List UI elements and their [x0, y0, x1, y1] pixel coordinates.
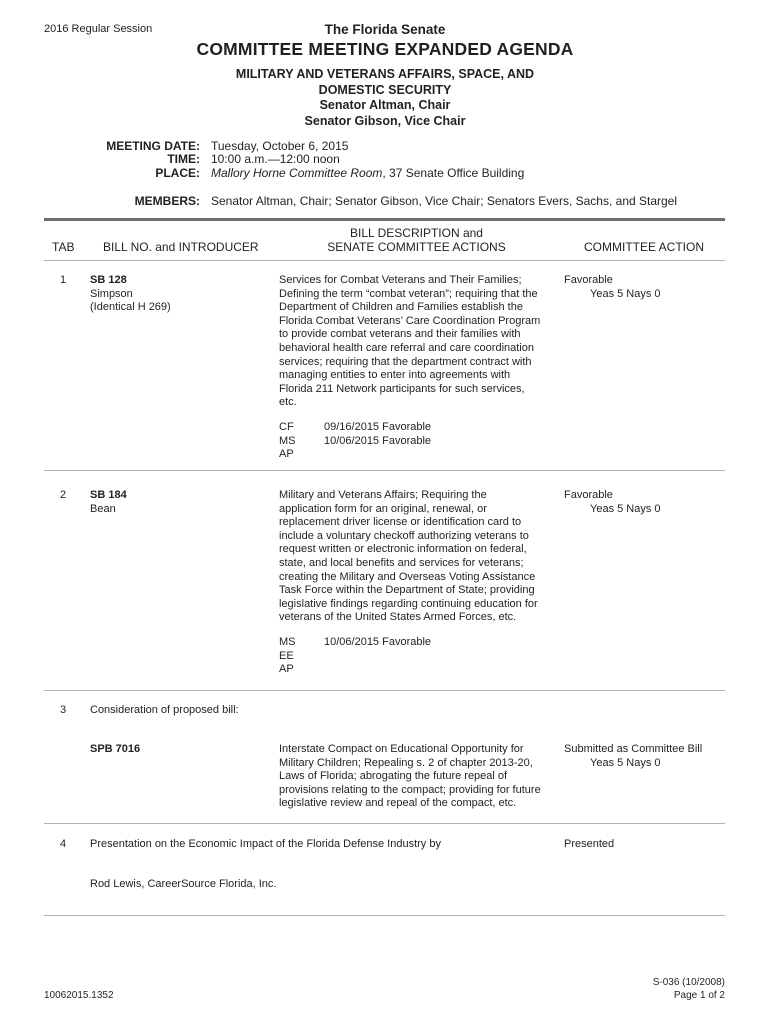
action-result: Favorable: [564, 489, 613, 501]
bill-number[interactable]: SPB 7016: [90, 743, 141, 755]
column-description-line1: BILL DESCRIPTION and: [350, 226, 483, 240]
reference-action: 10/06/2015 Favorable: [324, 636, 432, 648]
reference-code: CF: [279, 421, 294, 433]
description-line: Laws of Florida; abrogating the future repeal of: [279, 770, 508, 783]
reference-row: [279, 448, 431, 462]
page-title: COMMITTEE MEETING EXPANDED AGENDA: [196, 39, 574, 59]
description-line: Interstate Compact on Educational Opportunity for: [279, 743, 524, 755]
description-line: to provide combat veterans and their families with: [279, 328, 521, 341]
description-line: veterans of the United States Armed Forces, etc.: [279, 611, 517, 624]
reference-row: [279, 435, 431, 449]
item-tab-number: 1: [60, 274, 67, 286]
row-divider: [44, 915, 725, 916]
committee-references: [279, 636, 431, 677]
item-tab-number: 4: [60, 838, 67, 850]
reference-row: [279, 663, 431, 677]
description-line: Florida 211 Network participants for such services,: [279, 382, 525, 395]
reference-row: [279, 421, 431, 435]
form-number: S-036 (10/2008): [652, 977, 725, 988]
reference-code: EE: [279, 649, 294, 662]
page-number: Page 1 of 2: [673, 989, 725, 1001]
column-bill: BILL NO. and INTRODUCER: [103, 240, 259, 254]
description-line: Defining the term “combat veteran”; requiring that the: [279, 287, 538, 300]
description-line: request written or electronic information on federal,: [279, 543, 527, 556]
description-line: Florida Combat Veterans’ Care Coordination Program: [279, 314, 541, 327]
presentation-title: Presentation on the Economic Impact of the Florida Defense Industry by: [90, 838, 441, 850]
description-line: etc.: [279, 396, 297, 409]
bill-identical: (Identical H 269): [90, 301, 171, 314]
meeting-date-label: MEETING DATE:: [106, 139, 200, 153]
reference-action: 09/16/2015 Favorable: [324, 421, 432, 433]
committee-references: [279, 421, 431, 462]
description-line: Military and Veterans Affairs; Requiring the: [279, 489, 487, 501]
committee-block: [0, 67, 770, 129]
bill-description: [279, 274, 554, 410]
bill-introducer: Bean: [90, 502, 116, 515]
vice-chair-name: Senator Gibson, Vice Chair: [304, 113, 466, 128]
row-divider: [44, 470, 725, 471]
committee-action: [564, 743, 702, 770]
reference-code: MS: [279, 636, 296, 648]
meeting-room: Mallory Horne Committee Room: [211, 166, 383, 180]
bill-description: [279, 743, 554, 811]
description-line: legislative findings regarding continuing education for: [279, 597, 538, 610]
header-divider: [44, 218, 725, 221]
column-tab: TAB: [52, 240, 75, 254]
action-result: Submitted as Committee Bill: [564, 743, 703, 755]
committee-action: [564, 489, 661, 516]
bill-number[interactable]: SB 128: [90, 274, 127, 286]
reference-code: AP: [279, 663, 294, 676]
description-line: state, and local benefits and services for veterans;: [279, 556, 524, 569]
description-line: behavioral health care referral and care coordination: [279, 341, 534, 354]
meeting-building: , 37 Senate Office Building: [382, 166, 525, 180]
action-result: Presented: [564, 838, 615, 850]
description-line: creating the Military and Overseas Voting Assistance: [279, 570, 536, 583]
description-line: Department of Children and Families establish the: [279, 301, 523, 314]
meeting-place-label: PLACE:: [155, 166, 200, 180]
chair-name: Senator Altman, Chair: [319, 98, 451, 112]
action-votes: Yeas 5 Nays 0: [590, 502, 661, 515]
committee-name-line1: MILITARY AND VETERANS AFFAIRS, SPACE, AND: [235, 67, 535, 81]
description-line: managing entities to enter into agreements with: [279, 369, 511, 382]
item-bill: [90, 489, 127, 516]
column-description-line2: SENATE COMMITTEE ACTIONS: [327, 239, 506, 254]
meeting-date: Tuesday, October 6, 2015: [211, 139, 349, 153]
consideration-label: Consideration of proposed bill:: [90, 704, 239, 716]
senate-title: The Florida Senate: [324, 22, 446, 37]
page-footer: [600, 977, 725, 1002]
presenter-name: Rod Lewis, CareerSource Florida, Inc.: [90, 878, 277, 890]
committee-name-line2: DOMESTIC SECURITY: [318, 82, 452, 97]
meeting-time-label: TIME:: [167, 152, 200, 166]
description-line: provisions relating to the compact; providing for future: [279, 783, 541, 796]
bill-introducer: Simpson: [90, 287, 133, 300]
session-label: 2016 Regular Session: [44, 23, 153, 35]
action-votes: Yeas 5 Nays 0: [590, 756, 661, 769]
meeting-time: 10:00 a.m.—12:00 noon: [211, 152, 340, 166]
bill-number[interactable]: SB 184: [90, 489, 127, 501]
column-description: [279, 227, 554, 254]
document-id: 10062015.1352: [44, 990, 114, 1001]
description-line: Military Children; Repealing s. 2 of chapter 2013-20,: [279, 756, 533, 769]
members-list: Senator Altman, Chair; Senator Gibson, Vice Chair; Senators Evers, Sachs, and Stargel: [211, 194, 678, 208]
bill-description: [279, 489, 554, 625]
description-line: replacement driver license or identification card to: [279, 516, 522, 529]
meeting-place: [211, 166, 524, 180]
action-votes: Yeas 5 Nays 0: [590, 287, 661, 300]
members-label: MEMBERS:: [134, 194, 200, 208]
reference-action: 10/06/2015 Favorable: [324, 434, 432, 447]
description-line: Task Force within the Department of State; providing: [279, 584, 535, 597]
item-bill: [90, 274, 171, 315]
row-divider: [44, 690, 725, 691]
description-line: services; requiring that the department contract with: [279, 355, 532, 368]
description-line: application form for an original, renewal, or: [279, 502, 487, 515]
reference-row: [279, 636, 431, 650]
committee-action: [564, 274, 661, 301]
reference-code: AP: [279, 448, 294, 461]
reference-row: [279, 650, 431, 664]
column-header-divider: [44, 260, 725, 261]
reference-code: MS: [279, 434, 296, 447]
description-line: Services for Combat Veterans and Their Families;: [279, 274, 522, 286]
row-divider: [44, 823, 725, 824]
item-tab-number: 2: [60, 489, 67, 501]
description-line: legislative review and repeal of the compact, etc.: [279, 797, 517, 810]
column-committee-action: COMMITTEE ACTION: [584, 240, 704, 254]
action-result: Favorable: [564, 274, 613, 286]
description-line: include a voluntary checkoff authorizing veterans to: [279, 529, 529, 542]
item-tab-number: 3: [60, 704, 67, 716]
